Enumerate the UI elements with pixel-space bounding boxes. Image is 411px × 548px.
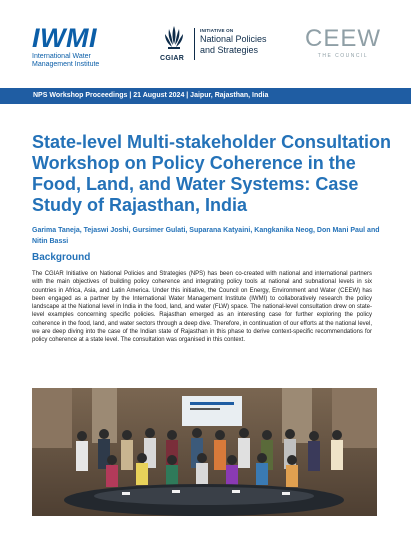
group-photo-illustration bbox=[32, 388, 377, 516]
proceedings-banner bbox=[0, 88, 411, 104]
iwmi-logo-line2: Management Institute bbox=[32, 61, 100, 68]
ceew-logo bbox=[305, 27, 381, 59]
nps-name-line2: and Strategies bbox=[200, 45, 259, 55]
banner-text: NPS Workshop Proceedings | 21 August 2024 | Jaipur, Rajasthan, India bbox=[33, 92, 269, 99]
page-header bbox=[0, 0, 411, 88]
background-paragraph: The CGIAR Initiative on National Policies and Strategies (NPS) has been co-created with national and international partners with the main objectives of building policy coherence and integrating policy tools at national and subnational levels in six countries in Africa, Asia, and Latin America. Under this initiative, the Council on Energy, Environment and Water (CEEW) has been engaged as a partner by the International Water Management Institute (IWMI) to collaboratively research the policy landscape at the National level in India in the food, land, and water (FLW) space. The national-level consultation drew on state-level examples concerning specific policies. Rajasthan emerged as an interesting case for further exploring the policy coherence in the food, land, and water sectors through a deep dive. Therefore, in continuation of our efforts at the national level, we are deep diving into the case of the Indian state of Rajasthan in this phase to derive context-specific recommendations for policy coherence at a state level. The consultation was organised in this context. bbox=[32, 271, 372, 344]
iwmi-logo-line1: International Water bbox=[32, 53, 91, 60]
nps-logo-text bbox=[200, 28, 267, 55]
author-list: Garima Taneja, Tejaswi Joshi, Gursimer Gulati, Suparana Katyaini, Kangkanika Neog, Don Mani Paul and Nitin Bassi bbox=[32, 227, 380, 245]
nps-name-line1: National Policies bbox=[200, 34, 267, 44]
workshop-group-photo bbox=[32, 388, 377, 516]
cgiar-nps-logo bbox=[160, 24, 290, 64]
section-heading-background: Background bbox=[32, 252, 91, 263]
iwmi-logo bbox=[32, 23, 100, 69]
document-title: State-level Multi-stakeholder Consultation Workshop on Policy Coherence in the Food, Land, and Water Systems: Case Study of Rajasthan, India bbox=[32, 132, 392, 215]
ceew-logo-sub: THE COUNCIL bbox=[317, 53, 369, 59]
nps-kicker: INITIATIVE ON bbox=[200, 28, 234, 33]
iwmi-logo-mark: IWMI bbox=[32, 23, 97, 53]
logo-divider bbox=[194, 28, 195, 60]
ceew-logo-mark: CEEW bbox=[305, 25, 381, 52]
cgiar-wordmark: CGIAR bbox=[160, 55, 185, 62]
